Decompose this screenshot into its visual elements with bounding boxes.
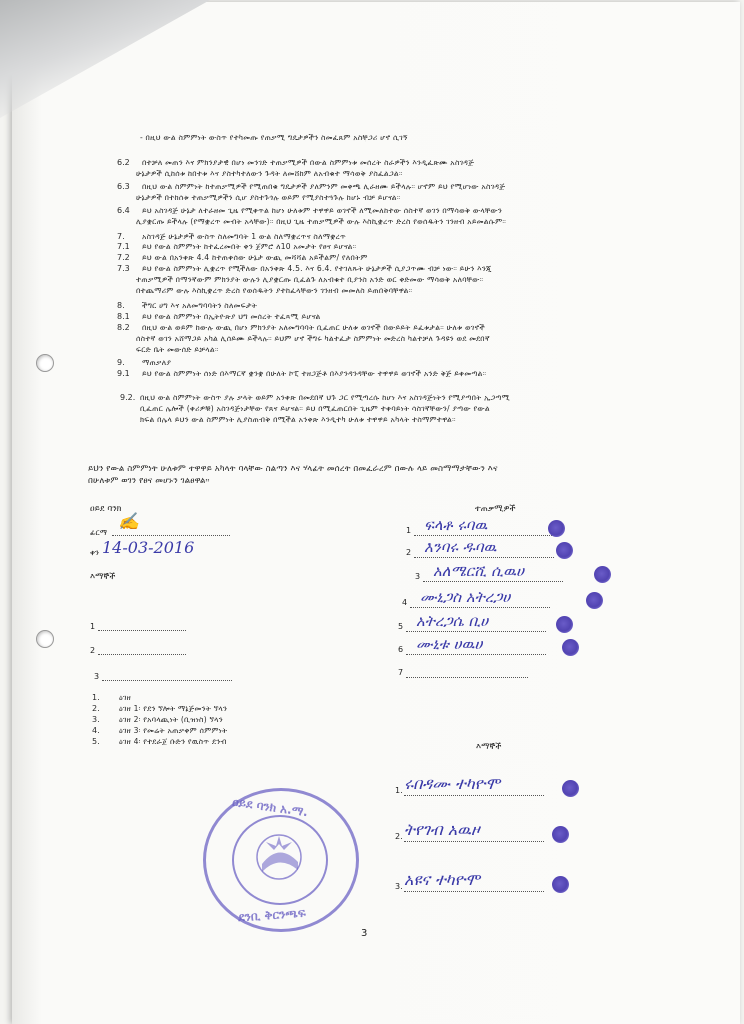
clause-line: ተጠቃሚዎች በማንኛውም ምክንያት ውሉን ሊያቋርጡ ቢፈልጉ ለአብቁተ ቢያንስ አንድ ወር ቀድመው ማሳወቅ አለባቸው። bbox=[136, 275, 484, 284]
clause-number: 7.2 bbox=[117, 253, 130, 262]
witness-number: 2. bbox=[395, 832, 403, 841]
signer-number: 1 bbox=[406, 526, 412, 535]
attachment-text: ዕገዘ 3፡ የመሬት አጠቃቀም ሰምምነት bbox=[119, 726, 228, 735]
signer-number: 7 bbox=[398, 668, 404, 677]
witness-number: 3 bbox=[94, 672, 100, 681]
attachment-number: 3. bbox=[92, 715, 100, 724]
clause-line: ሁኔታዎች በተከሰቱ ተጠቃሚዎችን ሲሆ ያስተጉጎሉ ወይም የሚያስተጓጉሉ ከሆኑ ብቻ ይሆናል። bbox=[136, 193, 401, 202]
beneficiaries-heading: ተጠቃሚዎች bbox=[475, 504, 516, 514]
signer-line bbox=[414, 535, 554, 536]
clause-number: 8.1 bbox=[117, 312, 130, 321]
attachment-number: 1. bbox=[92, 693, 100, 702]
signer-number: 6 bbox=[398, 645, 404, 654]
clause-line: በዚህ ውል ወይም ከውሉ ውጪ በሆነ ምክንያት አለመግባባት ቢፈጠር ሁለቱ ወገኖች በውይይት ይፈቱታል። ሁለቱ ወገኖች bbox=[142, 323, 485, 332]
attachment-text: ዕገዘ bbox=[119, 693, 131, 702]
clause-line: ይህ አስገዳጅ ሁኔታ ለተራዘመ ጊዜ የሚቀጥል ከሆነ ሁለቱም ተዋዋይ ወገኖች ለሚመለከተው ሰስተኛ ወገን በማሳወቅ ውላቸውን bbox=[142, 206, 503, 215]
clause-line: ፍርድ ቤት መውሰድ ይቻላል። bbox=[136, 345, 219, 354]
clause-number: 8.2 bbox=[117, 323, 130, 332]
witnesses-heading-bottom: እማኞች bbox=[476, 742, 502, 752]
clause-line: ችግር ሀግ እና አለመግባባትን ስለመፍታት bbox=[142, 301, 258, 310]
clause-number: 7.3 bbox=[117, 264, 130, 273]
clause-number: 7. bbox=[117, 232, 125, 241]
attachment-number: 5. bbox=[92, 737, 100, 746]
date-value: 14-03-2016 bbox=[102, 538, 195, 557]
page-number: 3 bbox=[361, 928, 368, 939]
thumbprint bbox=[552, 826, 569, 843]
punch-hole bbox=[36, 630, 54, 648]
clause-line: በተጨማሪም ውሉ እስኪቋረጥ ድረስ የወሰዱትን ያተከፈላቸውን ገንዘብ መመለስ ይጠበቅባቸዋል። bbox=[136, 286, 413, 295]
clause-line: ይህ የውል ስምምነት በኢትዮጵያ ህግ መሰረት ተፈጻሚ ይሆናል bbox=[142, 312, 321, 321]
clause-line: ቢፈጠር ሌሎች (ቀሪዎቹ) አስገዳጅነታቸው የጸና ይሆናል። ይህ በሚፈጠርበት ጊዜም ተቀባይነት ሳስገኛቸውን/ ያጣው የውል bbox=[140, 404, 490, 413]
signer-signature: ፍላቶ ሩባዉ bbox=[424, 516, 488, 534]
clause-line: ክፍል በሌላ ይህን ውል ስምምነት ሊያስጠብቅ በሚችል አንቀጽ እንዲተካ ሁለቱ ተዋዋይ አካላት ተስማምተዋል። bbox=[140, 415, 456, 424]
witnesses-heading-left: እማኞች bbox=[90, 572, 116, 582]
stamp-text-top: ዐይደ ባንክ አ.ማ. bbox=[231, 794, 309, 820]
signer-signature: አለሜርሺ ሲዉሀ bbox=[433, 562, 524, 580]
thumbprint bbox=[586, 592, 603, 609]
clause-number: 6.2 bbox=[117, 158, 130, 167]
thumbprint bbox=[562, 639, 579, 656]
witness-line bbox=[98, 654, 186, 655]
signer-number: 2 bbox=[406, 548, 412, 557]
thumbprint bbox=[556, 542, 573, 559]
closing-line: ይህን የውል ስምምነት ሁለቱም ተዋዋይ አካላት ባላቸው ስልጣን እና ሃላፊት መሰረት በመፈራረም በውሉ ላይ መስማማታቸውን እና bbox=[88, 463, 498, 473]
attachment-text: ዕገዘ 4፡ የተደራጀ ቡድን የዉስጥ ደንብ bbox=[119, 737, 227, 746]
clause-line: በተቻለ መጠን እና ምክንያታዊ በሆነ መንገድ ተጠቃሚዎች በውል ስምምነቱ መሰረት ስራዎችን እንዲፈጽሙ አስገዳጅ bbox=[142, 158, 475, 167]
clause-line: ማጠቃለያ bbox=[142, 358, 172, 367]
sign-label: ፊርማ bbox=[90, 528, 107, 537]
clause-line: አስገዳጅ ሁኔታዎች ውስጥ ስለመግባት 1 ውል ስለማቋረጥና ስለማቋረጥ bbox=[142, 232, 346, 241]
attachment-number: 2. bbox=[92, 704, 100, 713]
attachment-text: ዕገዘ 2፡ የአባላጪነት (ቢዝነስ) ኘላን bbox=[119, 715, 223, 724]
clause-number: 6.4 bbox=[117, 206, 130, 215]
signer-signature: እንባሩ ዱባዉ bbox=[424, 538, 497, 556]
clause-number: 9.1 bbox=[117, 369, 130, 378]
clause-number: 7.1 bbox=[117, 242, 130, 251]
closing-line: በሁለቱም ወገን የፀና መሆኑን ገልፀዋል። bbox=[88, 475, 210, 485]
signer-line bbox=[410, 607, 550, 608]
signer-signature: ሙኒጋስ አትረጋሀ bbox=[420, 588, 511, 606]
signer-number: 3 bbox=[415, 572, 421, 581]
bank-signature: ✍ bbox=[118, 512, 140, 532]
signer-line bbox=[414, 557, 554, 558]
clause-line: ይህ የውል ስምምነት ሊቋረጥ የሚችለው በአንቀጽ 4.5. እና 6.4. የተገለጹት ሁኔታዎች ሲያጋጥሙ ብቻ ነው። ይሁን እንጂ bbox=[142, 264, 492, 273]
sign-line bbox=[112, 535, 230, 536]
clause-line: ሊያቋርጡ ይችላሉ (የማቋረጥ መብት አላቸው)። በዚህ ጊዜ ተጠቃሚዎች ውሉ እስኪቋረጥ ድረስ የወሰዱትን ገንዘብ አይመልሱም። bbox=[136, 217, 507, 226]
witness-line bbox=[98, 630, 186, 631]
signer-line bbox=[423, 581, 563, 582]
clause-line: ይህ የውል ስምምነት ሰነድ በእማርኛ ቋንቋ በሁለት ኮፒ ተዘጋጅቶ በእያንዳንዳቸው ተዋዋይ ወገኖች አንድ ቅጅ ይቀመጣል። bbox=[142, 369, 487, 378]
witness-number: 1. bbox=[395, 786, 403, 795]
punch-hole bbox=[36, 354, 54, 372]
witness-number: 2 bbox=[90, 646, 96, 655]
witness-signature: ሩበዳሙ ተካዮሞ bbox=[404, 774, 501, 793]
signer-signature: አትረጋሴ ቢሀ bbox=[416, 612, 489, 630]
witness-line bbox=[404, 841, 544, 842]
signer-line bbox=[406, 654, 546, 655]
signer-line bbox=[406, 631, 546, 632]
clause-number: 9.2. bbox=[120, 393, 136, 402]
clause-line: በዚህ ውል ስምምነት ውስጥ ያሉ ቃላት ወይም አንቀጽ በመደበኛ ህጉ ጋር የሚጣረሱ ከሆነ እና አስገዳጅነትን የሚያጣበት ኢጋጣሚ bbox=[140, 393, 510, 402]
stamp-emblem-icon bbox=[254, 832, 304, 882]
witness-signature: ትየገብ አዉዞ bbox=[404, 820, 480, 839]
stamp-text-bottom: ደንቢ ቅርንጫፍ bbox=[237, 905, 307, 925]
clause-number: 6.3 bbox=[117, 182, 130, 191]
attachment-text: ዕገዘ 1፡ የደን ኘሎት ማኔጅመንት ኘላን bbox=[119, 704, 228, 713]
witness-number: 3. bbox=[395, 882, 403, 891]
clause-line: ይህ የውል ስምምነት ከተፈረመበት ቀን ጀምሮ ለ10 አመታት የፀና ይሆናል። bbox=[142, 242, 357, 251]
thumbprint bbox=[594, 566, 611, 583]
witness-line bbox=[404, 891, 544, 892]
thumbprint bbox=[556, 616, 573, 633]
witness-line bbox=[404, 795, 544, 796]
signer-number: 5 bbox=[398, 622, 404, 631]
clause-line: በዚህ ውል ስምምነት ከተጠቃሚዎች የሚጠበቁ ግዴታዎች ያለምንም መቀጫ ሊራዘሙ ይችላሉ። ሆኖም ይህ የሚሆነው አስገዳጅ bbox=[142, 182, 506, 191]
thumbprint bbox=[552, 876, 569, 893]
top-bullet-line: - በዚህ ውል ስምምነት ውስጥ የተካመጡ የጠቃሚ ግዴታዎችን ስመፈጸም አስቸጋሪ ሆኖ ሲገኝ bbox=[140, 133, 408, 142]
witness-number: 1 bbox=[90, 622, 96, 631]
clause-line: ሁኔታዎች ሲከሰቱ ከበተቱ እና ያስተካተለውን ጉዳት ለመሸከም ለአብቁተ ማሳወቅ ያስፈልጋል። bbox=[136, 169, 403, 178]
witness-line bbox=[102, 680, 232, 681]
clause-line: ሰስተኛ ወገን አሸማጋይ አካል ሊሰይሙ ይችላሉ። ይህም ሆኖ ችግሩ ካልተፈታ ስምምነት መድረስ ካልተቻለ ጉዳዩን ወደ መደበኛ bbox=[136, 334, 490, 343]
signer-signature: ሙኒቱ ሀዉሀ bbox=[416, 635, 483, 653]
signer-number: 4 bbox=[402, 598, 408, 607]
signer-line bbox=[406, 677, 528, 678]
attachment-number: 4. bbox=[92, 726, 100, 735]
clause-number: 9. bbox=[117, 358, 125, 367]
clause-line: ይህ ውል በአንቀጽ 4.4 ከተጠቀሰው ሁኔታ ውጪ መሻሻል አይችልም/ የለበትም bbox=[142, 253, 368, 262]
thumbprint bbox=[562, 780, 579, 797]
clause-number: 8. bbox=[117, 301, 125, 310]
bank-heading: ዐይደ ባንክ bbox=[90, 504, 122, 514]
witness-signature: አዩና ተካዮሞ bbox=[404, 870, 480, 889]
thumbprint bbox=[548, 520, 565, 537]
date-label: ቀን bbox=[90, 548, 99, 557]
